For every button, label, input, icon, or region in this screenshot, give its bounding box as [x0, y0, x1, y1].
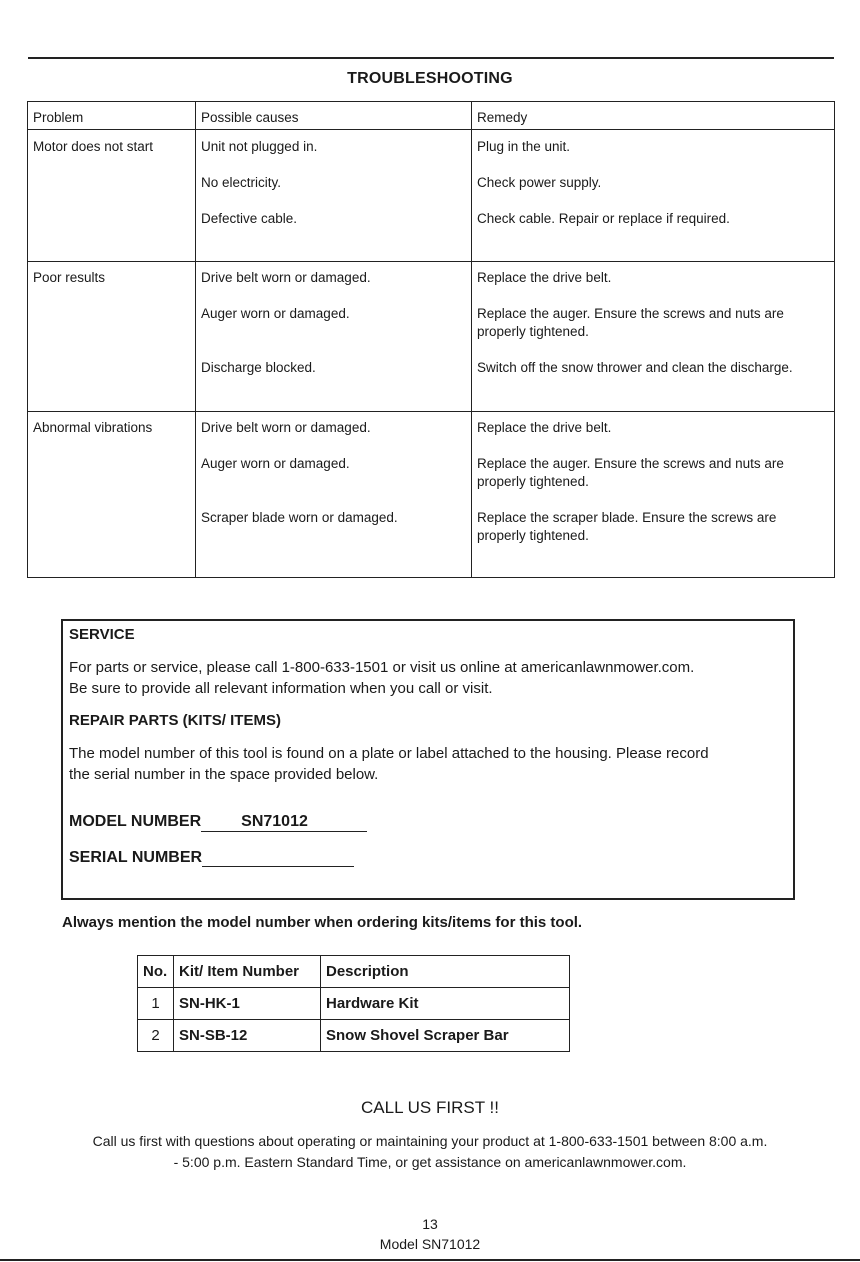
- table-row: [28, 130, 835, 262]
- kits-header-no: No.: [138, 956, 174, 988]
- service-heading: SERVICE: [69, 626, 135, 643]
- kit-no: 2: [138, 1020, 174, 1052]
- ordering-note: Always mention the model number when ordering kits/items for this tool.: [62, 914, 583, 931]
- call-us-heading: CALL US FIRST !!: [361, 1098, 499, 1117]
- service-box: [61, 619, 795, 900]
- kit-item-number: SN-HK-1: [174, 988, 321, 1020]
- troubleshooting-table: [27, 101, 835, 578]
- table-header-row: [28, 102, 835, 130]
- header-remedy: Remedy: [472, 102, 835, 130]
- table-row: [138, 988, 570, 1020]
- page-number: 13: [422, 1216, 438, 1232]
- table-row: [28, 412, 835, 578]
- model-number-value: SN71012: [201, 813, 367, 832]
- kits-table: [137, 955, 570, 1052]
- causes-cell: Unit not plugged in. No electricity. Defective cable.: [196, 130, 472, 262]
- causes-cell: Drive belt worn or damaged. Auger worn or damaged. Scraper blade worn or damaged.: [196, 412, 472, 578]
- service-text-line: For parts or service, please call 1-800-633-1501 or visit us online at americanlawnmower.com.: [69, 659, 695, 676]
- header-problem: Problem: [28, 102, 196, 130]
- model-number-label: MODEL NUMBER: [69, 813, 202, 830]
- kit-description: Hardware Kit: [321, 988, 570, 1020]
- top-divider: [28, 57, 834, 59]
- kit-item-number: SN-SB-12: [174, 1020, 321, 1052]
- serial-number-blank: [202, 849, 354, 867]
- bottom-divider: [0, 1259, 860, 1261]
- causes-cell: Drive belt worn or damaged. Auger worn or damaged. Discharge blocked.: [196, 262, 472, 412]
- repair-text-line: The model number of this tool is found on a plate or label attached to the housing. Please record: [69, 745, 709, 762]
- repair-parts-heading: REPAIR PARTS (KITS/ ITEMS): [69, 712, 281, 729]
- table-row: [138, 1020, 570, 1052]
- model-number-row: [69, 813, 367, 832]
- footer-model: Model SN71012: [379, 1236, 481, 1252]
- problem-cell: Poor results: [28, 262, 196, 412]
- kits-header-description: Description: [321, 956, 570, 988]
- page-title: TROUBLESHOOTING: [347, 70, 513, 87]
- problem-cell: Abnormal vibrations: [28, 412, 196, 578]
- call-us-text: [50, 1131, 810, 1173]
- header-possible-causes: Possible causes: [196, 102, 472, 130]
- problem-cell: Motor does not start: [28, 130, 196, 262]
- call-us-line: - 5:00 p.m. Eastern Standard Time, or get assistance on americanlawnmower.com.: [173, 1154, 687, 1170]
- kit-no: 1: [138, 988, 174, 1020]
- table-row: [28, 262, 835, 412]
- remedy-cell: Plug in the unit. Check power supply. Check cable. Repair or replace if required.: [472, 130, 835, 262]
- kits-header-row: [138, 956, 570, 988]
- call-us-line: Call us first with questions about operating or maintaining your product at 1-800-633-1501 between 8:00 a.m.: [92, 1133, 768, 1149]
- remedy-cell: Replace the drive belt. Replace the auger. Ensure the screws and nuts are properly tightened. Switch off the snow thrower and clean the discharge.: [472, 262, 835, 412]
- repair-text-line: the serial number in the space provided below.: [69, 766, 379, 783]
- kits-header-item-number: Kit/ Item Number: [174, 956, 321, 988]
- service-text-line: Be sure to provide all relevant information when you call or visit.: [69, 680, 493, 697]
- serial-number-label: SERIAL NUMBER: [69, 849, 203, 866]
- remedy-cell: Replace the drive belt. Replace the auger. Ensure the screws and nuts are properly tightened. Replace the scraper blade. Ensure the screws are properly tightened.: [472, 412, 835, 578]
- kit-description: Snow Shovel Scraper Bar: [321, 1020, 570, 1052]
- serial-number-row: [69, 849, 354, 867]
